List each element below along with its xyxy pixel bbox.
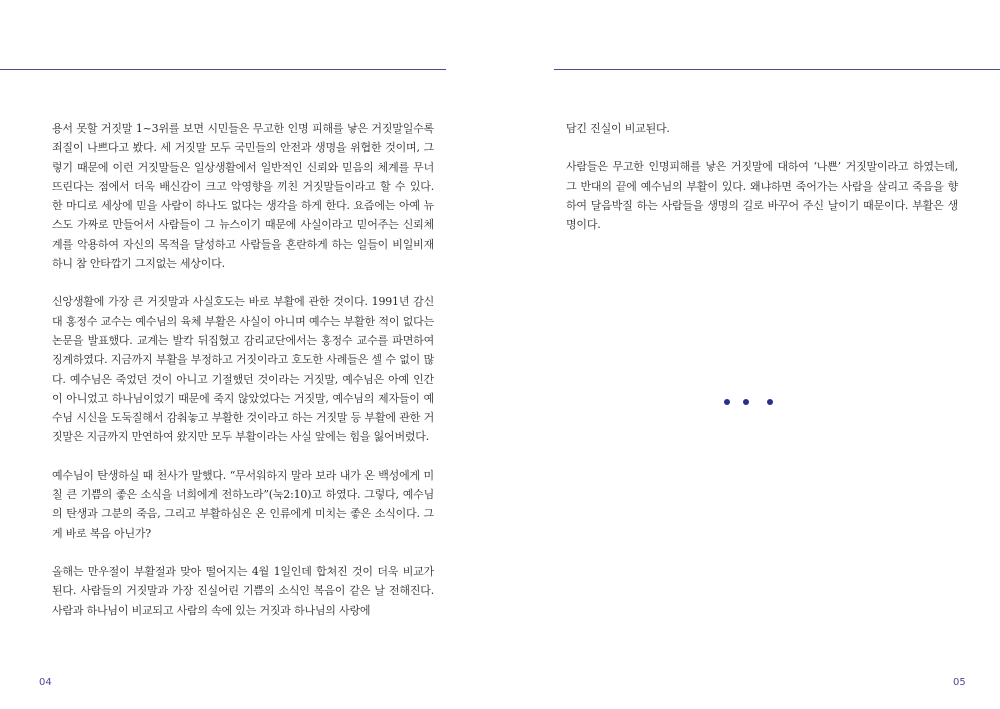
top-rule-left [0, 69, 446, 70]
paragraph: 신앙생활에 가장 큰 거짓말과 사실호도는 바로 부활에 관한 것이다. 1991년 감신대 홍정수 교수는 예수님의 육체 부활은 사실이 아니며 예수는 부활한 적이 없다는 논문을 발표했다. 교계는 발칵 뒤집혔고 감리교단에서는 홍정수 교수를 파면하여 징계하였다. 지금까지 부활을 부정하고 거짓이라고 호도한 사례들은 셀 수 없이 많다. 예수님은 죽었던 것이 아니고 기절했던 것이라는 거짓말, 예수님은 아예 인간이 아니었고 하나님이었기 때문에 죽지 않았었다는 거짓말, 예수님의 제자들이 예수님 시신을 도둑질해서 감춰놓고 부활한 것이라고 하는 거짓말 등 부활에 관한 거짓말은 지금까지 만연하여 왔지만 모두 부활이라는 사실 앞에는 힘을 잃어버렸다. [52, 295, 434, 444]
paragraph: 예수님이 탄생하실 때 천사가 말했다. “무서워하지 말라 보라 내가 온 백성에게 미칠 큰 기쁨의 좋은 소식을 너희에게 전하노라”(눅2:10)고 하였다. 그렇다, 예수님의 탄생과 그분의 죽음, 그리고 부활하심은 온 인류에게 미치는 좋은 소식이다. 그게 바로 복음 아닌가? [52, 468, 434, 540]
right-page-body [566, 119, 958, 253]
section-divider-dots [719, 399, 779, 409]
top-rule-right [554, 69, 1000, 70]
paragraph: 사람들은 무고한 인명피해를 낳은 거짓말에 대하여 ‘나쁜’ 거짓말이라고 하였는데, 그 반대의 끝에 예수님의 부활이 있다. 왜냐하면 죽어가는 사람을 살리고 죽음을 향하여 달음박질 하는 사람들을 생명의 길로 바꾸어 주신 날이기 때문이다. 부활은 생명이다. [566, 160, 958, 232]
dot-icon [743, 399, 749, 405]
page-number-right: 05 [953, 677, 966, 688]
page-number-left: 04 [39, 677, 52, 688]
left-page-body [52, 119, 434, 639]
paragraph: 용서 못할 거짓말 1~3위를 보면 시민들은 무고한 인명 피해를 낳은 거짓말일수록 죄질이 나쁘다고 봤다. 세 거짓말 모두 국민들의 안전과 생명을 위협한 것이며, 그렇기 때문에 이런 거짓말들은 일상생활에서 일반적인 신뢰와 믿음의 체계를 무너뜨린다는 점에서 더욱 배신감이 크고 악영향을 끼친 거짓말들이라고 할 수 있다. 한 마디로 세상에 믿을 사람이 하나도 없다는 생각을 하게 한다. 요즘에는 아예 뉴스도 가짜로 만들어서 사람들이 그 뉴스이기 때문에 사실이라고 믿어주는 신뢰체계를 악용하여 자신의 목적을 달성하고 사람들을 혼란하게 하는 일들이 비일비재하니 참 안타깝기 그지없는 세상이다. [52, 122, 434, 271]
dot-icon [767, 399, 773, 405]
paragraph: 올해는 만우절이 부활절과 맞아 떨어지는 4월 1일인데 합쳐진 것이 더욱 비교가 된다. 사람들의 거짓말과 가장 진실어린 기쁨의 소식인 복음이 같은 날 전해진다. 사람과 하나님이 비교되고 사람의 속에 있는 거짓과 하나님의 사랑에 [52, 564, 434, 617]
dot-icon [724, 399, 730, 405]
paragraph: 담긴 진실이 비교된다. [566, 122, 670, 135]
